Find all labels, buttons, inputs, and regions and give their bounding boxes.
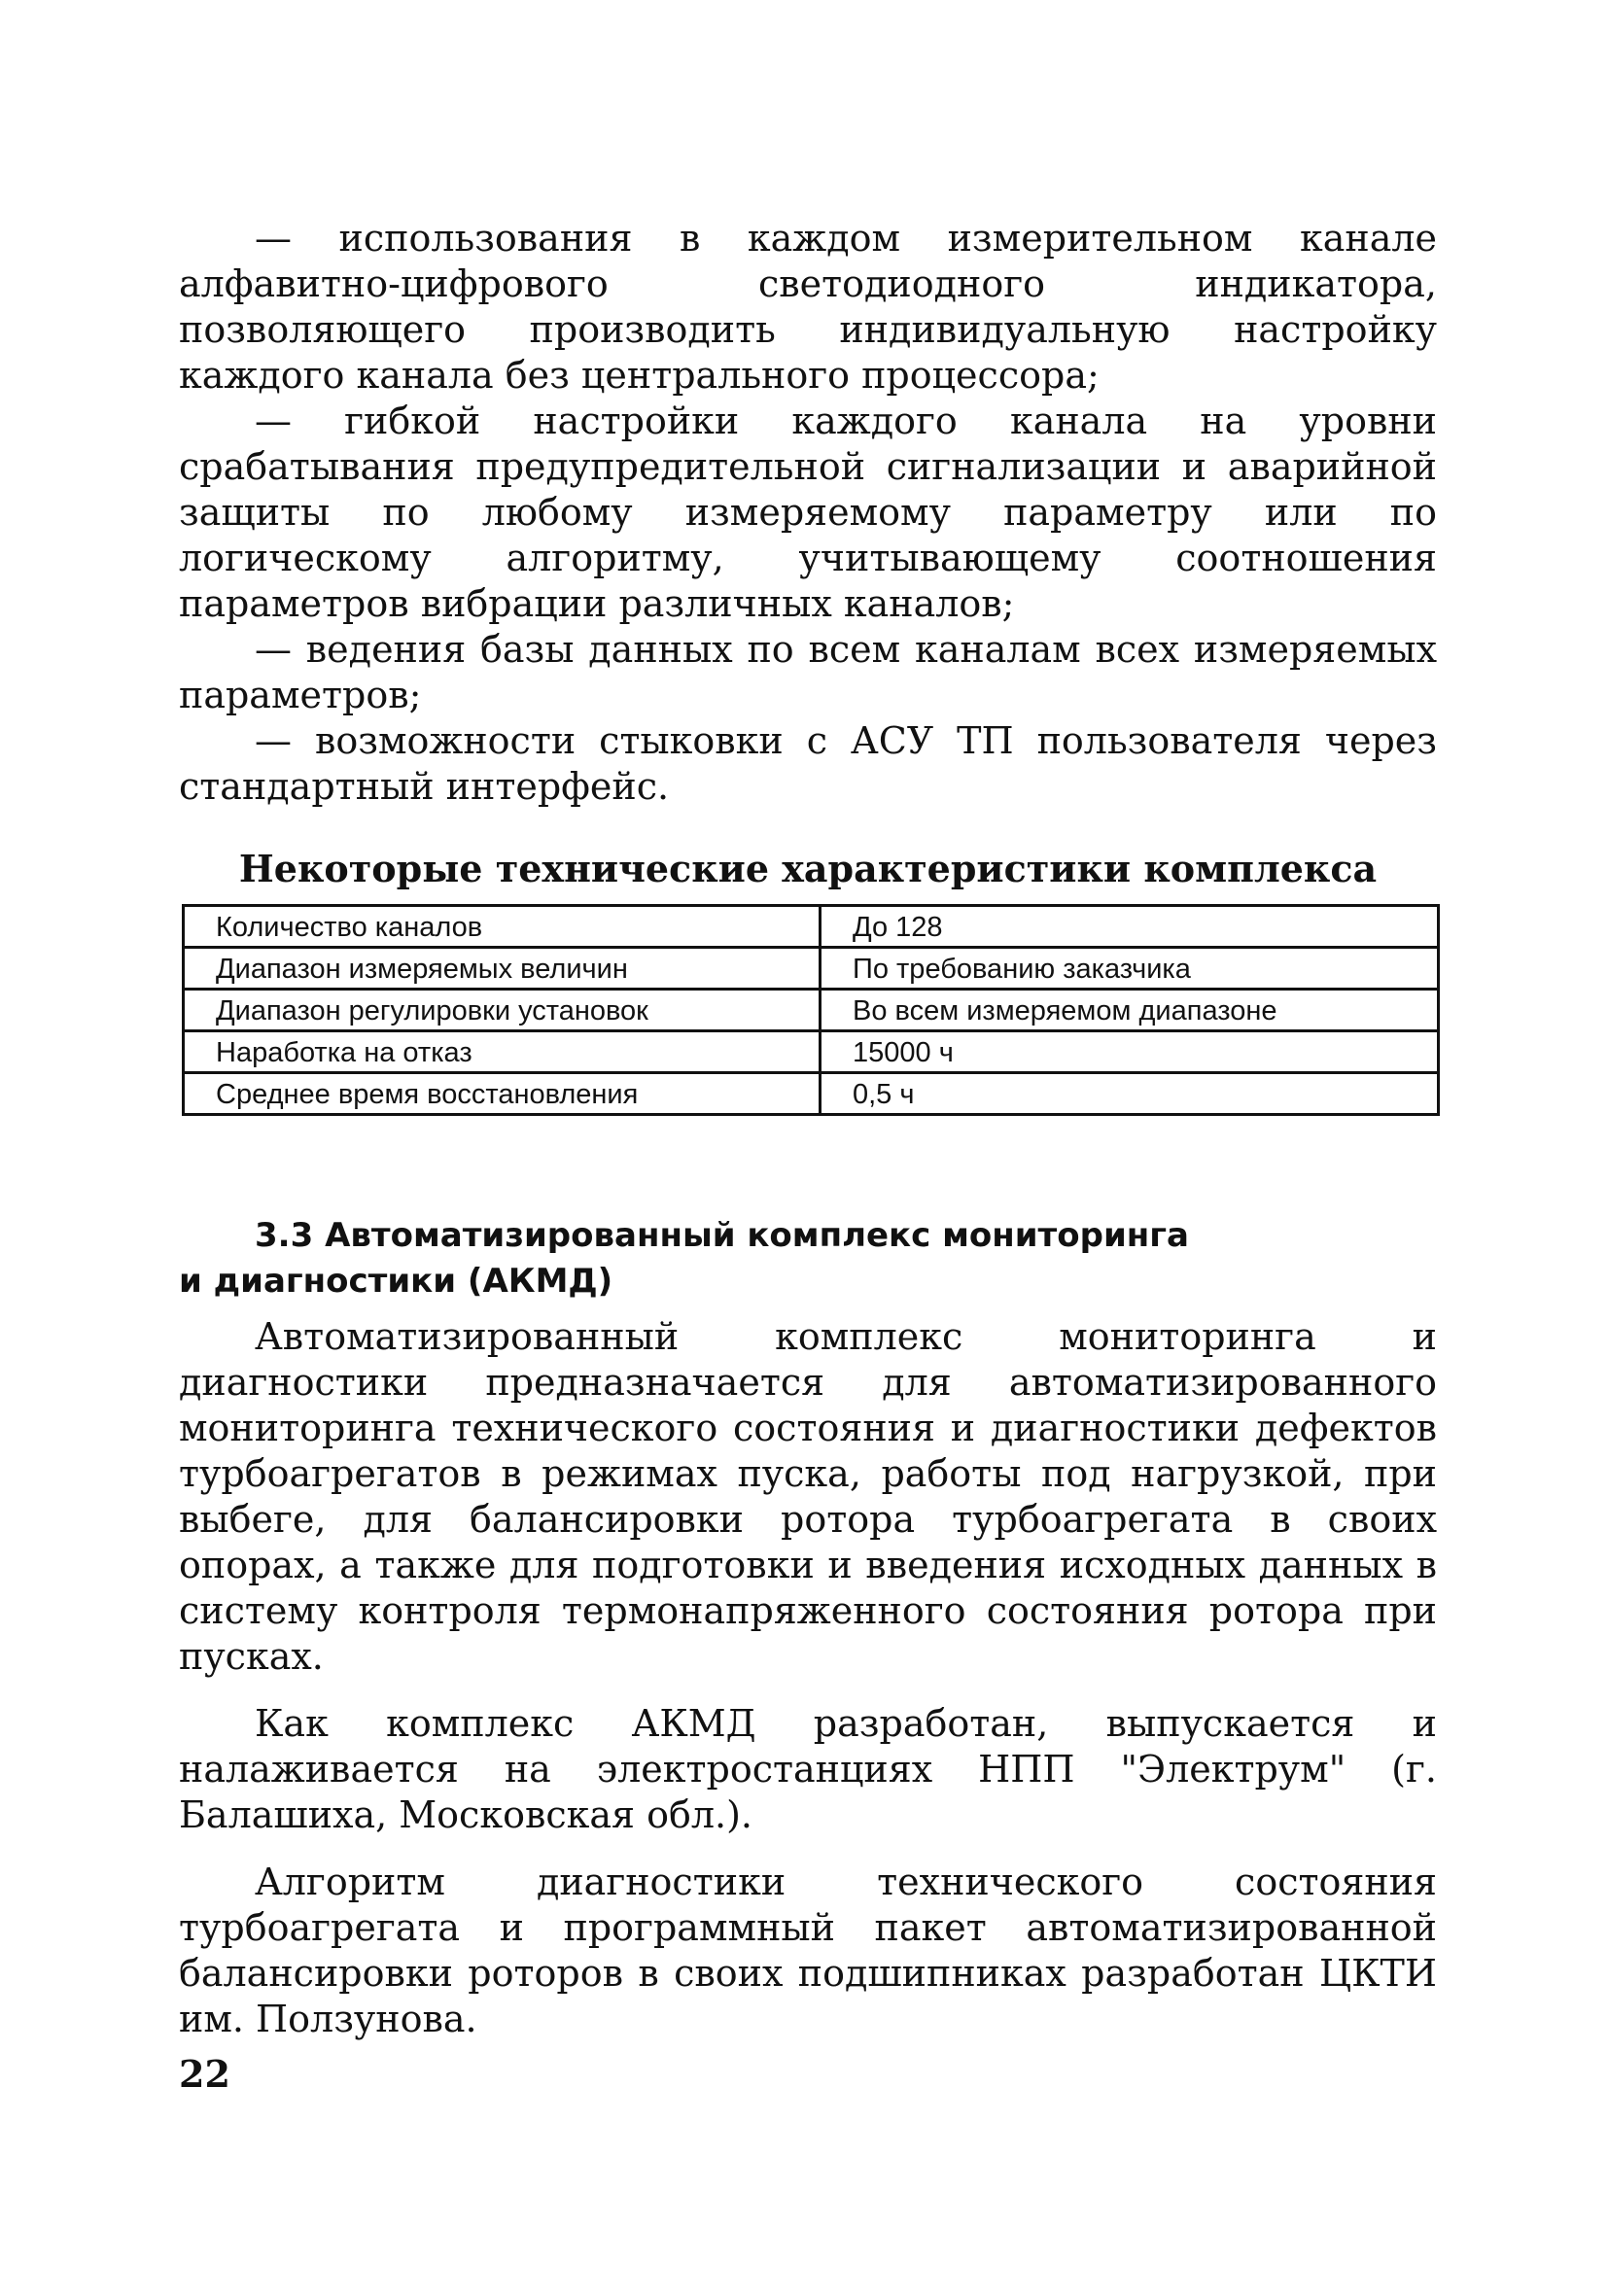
table-row	[184, 1073, 1439, 1115]
table-row	[184, 948, 1439, 990]
table-cell-value: До 128	[821, 906, 1439, 948]
table-row	[184, 1031, 1439, 1073]
table-cell-param: Наработка на отказ	[184, 1031, 821, 1073]
table-cell-param: Среднее время восстановления	[184, 1073, 821, 1115]
table-cell-value: Во всем измеряемом диапазоне	[821, 990, 1439, 1031]
table-cell-param: Диапазон измеряемых величин	[184, 948, 821, 990]
page-number: 22	[179, 2052, 230, 2096]
section-paragraph-3: Алгоритм диагностики технического состояния турбоагрегата и программный пакет автоматизированной балансировки роторов в своих подшипниках разработан ЦКТИ им. Ползунова.	[179, 1861, 1437, 2040]
intro-item-1: — использования в каждом измерительном канале алфавитно-цифрового светодиодного индикатора, позволяющего производить индивидуальную настройку каждого канала без центрального процессора;	[179, 217, 1437, 397]
intro-item-4: — возможности стыковки с АСУ ТП пользователя через стандартный интерфейс.	[179, 719, 1437, 808]
page-content	[179, 216, 1437, 2096]
section-paragraph-1: Автоматизированный комплекс мониторинга и диагностики предназначается для автоматизированного мониторинга технического состояния и диагностики дефектов турбоагрегатов в режимах пуска, работы под нагрузкой, при выбеге, для балансировки ротора турбоагрегата в своих опорах, а также для подготовки и введения исходных данных в систему контроля термонапряженного состояния ротора при пусках.	[179, 1315, 1437, 1678]
table-cell-param: Количество каналов	[184, 906, 821, 948]
intro-list	[179, 216, 1437, 810]
table-row	[184, 906, 1439, 948]
specs-table	[182, 904, 1440, 1116]
table-cell-param: Диапазон регулировки установок	[184, 990, 821, 1031]
intro-item-3: — ведения базы данных по всем каналам всех измеряемых параметров;	[179, 628, 1437, 716]
table-title: Некоторые технические характеристики комплекса	[238, 847, 1378, 890]
table-cell-value: По требованию заказчика	[821, 948, 1439, 990]
table-cell-value: 15000 ч	[821, 1031, 1439, 1073]
section-heading-line2: и диагностики (АКМД)	[179, 1262, 613, 1301]
section-heading-line1: 3.3 Автоматизированный комплекс мониторинга	[255, 1216, 1189, 1255]
table-cell-value: 0,5 ч	[821, 1073, 1439, 1115]
section-heading	[179, 1213, 1437, 1305]
table-row	[184, 990, 1439, 1031]
intro-item-2: — гибкой настройки каждого канала на уровни срабатывания предупредительной сигнализации и аварийной защиты по любому измеряемому параметру или по логическому алгоритму, учитывающему соотношения параметров вибрации различных каналов;	[179, 400, 1437, 625]
section-paragraph-2: Как комплекс АКМД разработан, выпускается и налаживается на электростанциях НПП "Электрум" (г. Балашиха, Московская обл.).	[179, 1702, 1437, 1836]
